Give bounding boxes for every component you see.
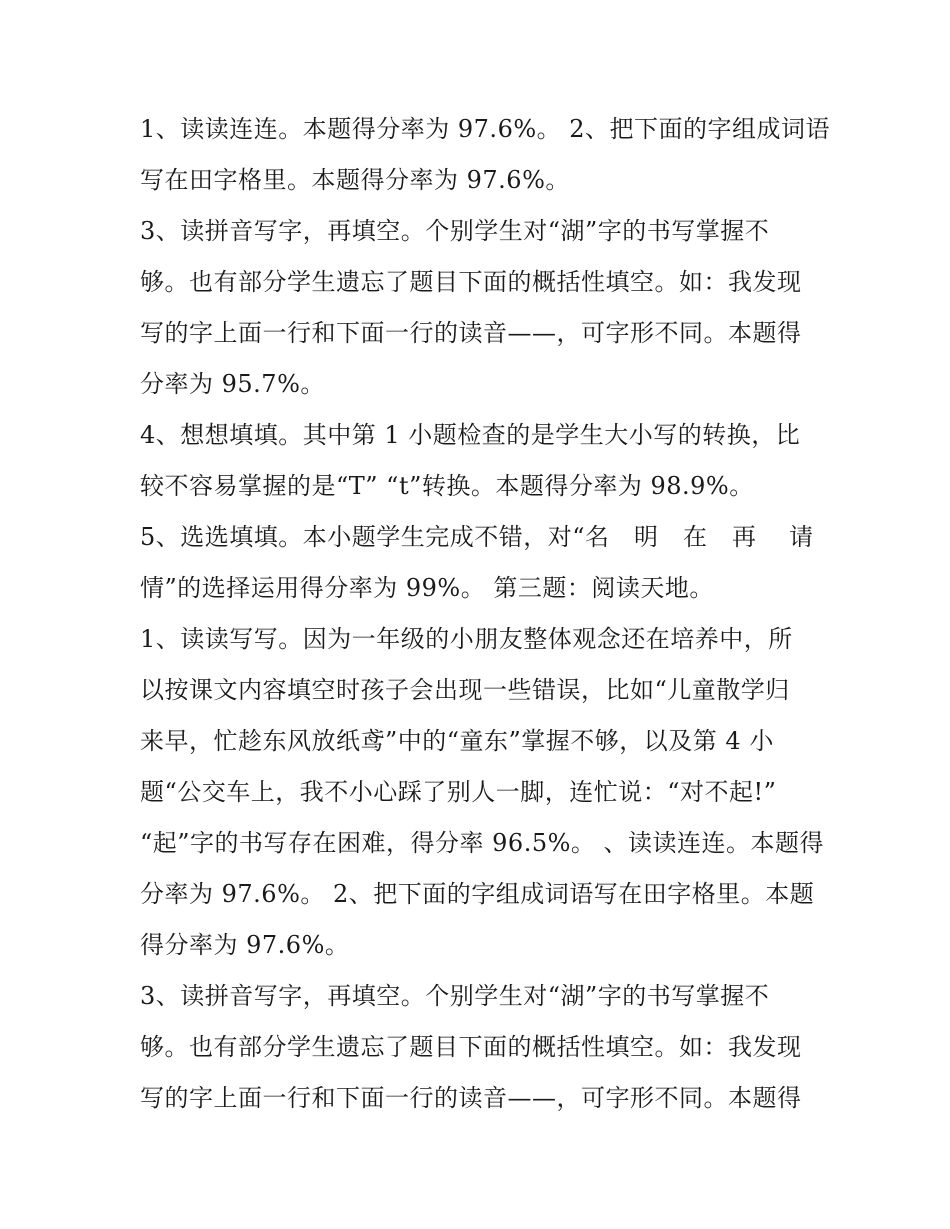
text-line-10: 情”的选择运用得分率为 99%。 第三题：阅读天地。	[140, 574, 714, 602]
document-body	[140, 104, 831, 1124]
text-line-19: 够。也有部分学生遗忘了题目下面的概括性填空。如：我发现	[140, 1033, 802, 1061]
text-line-6: 分率为 95.7%。	[140, 370, 325, 398]
text-line-1: 1、读读连连。本题得分率为 97.6%。 2、把下面的字组成词语	[140, 115, 831, 143]
text-line-3: 3、读拼音写字，再填空。个别学生对“湖”字的书写掌握不	[140, 217, 770, 245]
text-line-7: 4、想想填填。其中第 1 小题检查的是学生大小写的转换，比	[140, 421, 801, 449]
text-line-9: 5、选选填填。本小题学生完成不错，对“名 明 在 再 请	[140, 523, 814, 551]
text-line-12: 以按课文内容填空时孩子会出现一些错误，比如“儿童散学归	[140, 676, 790, 704]
text-line-13: 来早，忙趁东风放纸鸢”中的“童东”掌握不够，以及第 4 小	[140, 727, 774, 755]
text-line-11: 1、读读写写。因为一年级的小朋友整体观念还在培养中，所	[140, 625, 793, 653]
text-line-17: 得分率为 97.6%。	[140, 931, 350, 959]
text-line-15: “起”字的书写存在困难，得分率 96.5%。 、读读连连。本题得	[140, 829, 825, 857]
text-line-5: 写的字上面一行和下面一行的读音——，可字形不同。本题得	[140, 319, 802, 347]
text-line-8: 较不容易掌握的是“T” “t”转换。本题得分率为 98.9%。	[140, 472, 754, 500]
text-line-2: 写在田字格里。本题得分率为 97.6%。	[140, 166, 570, 194]
text-line-4: 够。也有部分学生遗忘了题目下面的概括性填空。如：我发现	[140, 268, 802, 296]
text-line-16: 分率为 97.6%。 2、把下面的字组成词语写在田字格里。本题	[140, 880, 815, 908]
text-line-14: 题“公交车上，我不小心踩了别人一脚，连忙说：“对不起!”	[140, 778, 777, 806]
text-line-20: 写的字上面一行和下面一行的读音——，可字形不同。本题得	[140, 1084, 802, 1112]
text-line-18: 3、读拼音写字，再填空。个别学生对“湖”字的书写掌握不	[140, 982, 770, 1010]
